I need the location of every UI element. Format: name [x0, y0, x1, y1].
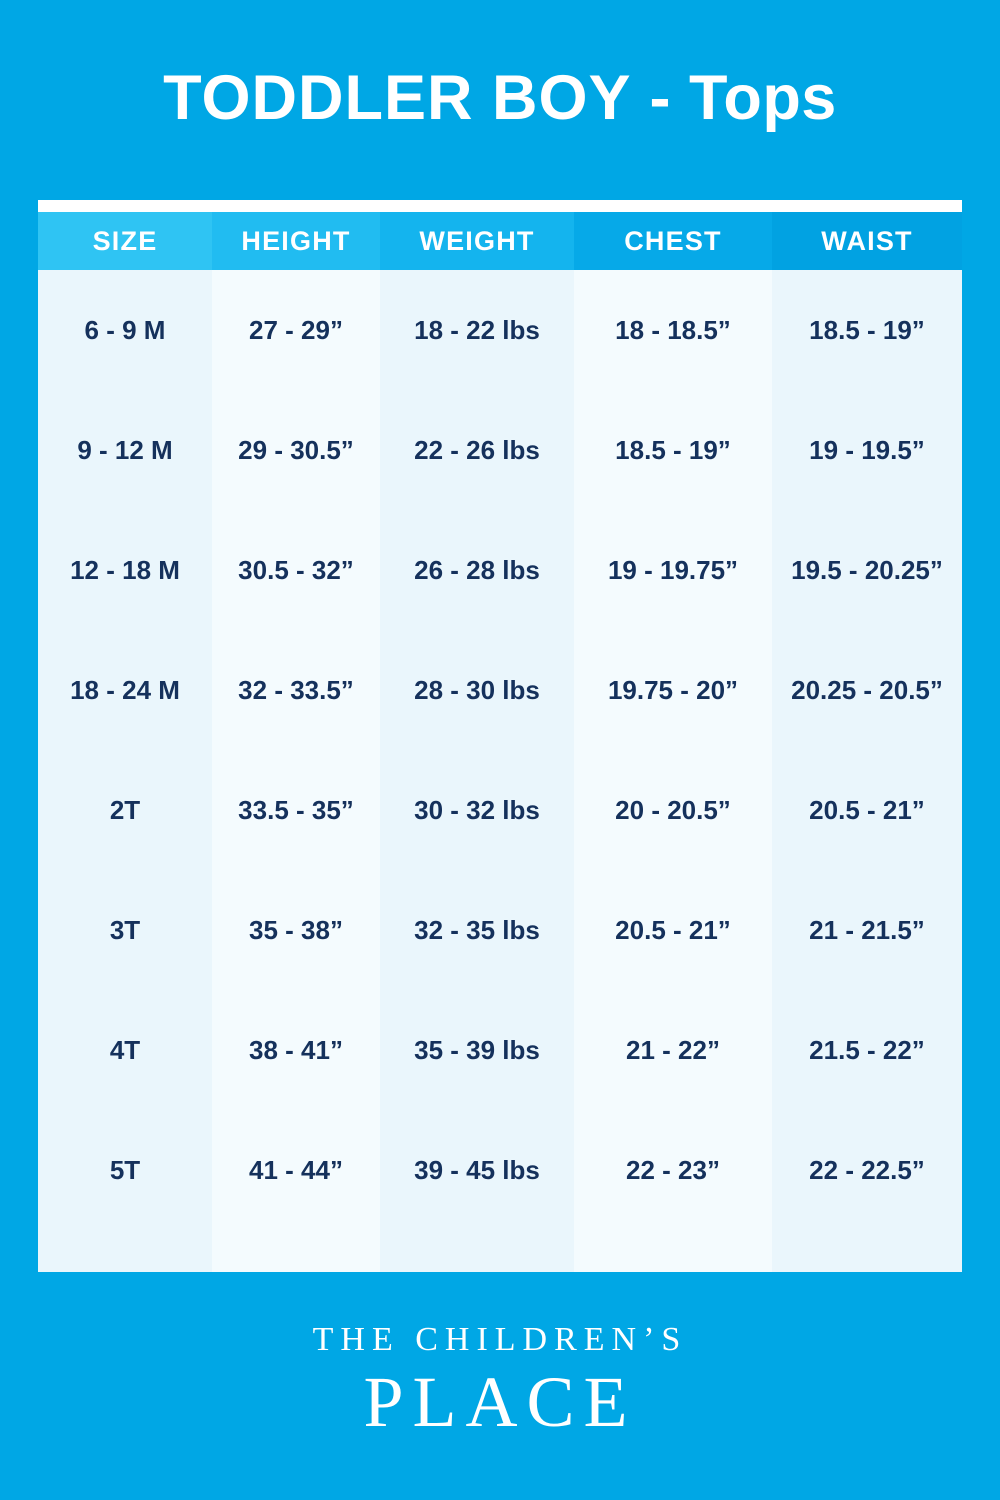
band-size: [38, 1230, 212, 1272]
band-weight: [380, 1230, 574, 1272]
cell-weight: 26 - 28 lbs: [380, 510, 574, 630]
cell-chest: 18 - 18.5”: [574, 270, 772, 390]
cell-waist: 20.25 - 20.5”: [772, 630, 962, 750]
table-bottom-bands: [38, 1230, 962, 1272]
size-chart-table: [38, 212, 962, 1230]
title-category: TODDLER BOY: [163, 63, 632, 133]
cell-weight: 32 - 35 lbs: [380, 870, 574, 990]
cell-weight: 39 - 45 lbs: [380, 1110, 574, 1230]
cell-size: 5T: [38, 1110, 212, 1230]
cell-size: 9 - 12 M: [38, 390, 212, 510]
table-row: [38, 510, 962, 630]
table-row: [38, 630, 962, 750]
column-header-waist: WAIST: [772, 212, 962, 270]
cell-waist: 19 - 19.5”: [772, 390, 962, 510]
cell-weight: 22 - 26 lbs: [380, 390, 574, 510]
cell-weight: 35 - 39 lbs: [380, 990, 574, 1110]
cell-size: 18 - 24 M: [38, 630, 212, 750]
band-waist: [772, 1230, 962, 1272]
cell-waist: 20.5 - 21”: [772, 750, 962, 870]
size-chart-table-container: [38, 200, 962, 1272]
table-row: [38, 270, 962, 390]
column-header-size: SIZE: [38, 212, 212, 270]
cell-chest: 19 - 19.75”: [574, 510, 772, 630]
table-top-gutter: [38, 200, 962, 212]
cell-waist: 21 - 21.5”: [772, 870, 962, 990]
table-header-row: [38, 212, 962, 270]
cell-waist: 18.5 - 19”: [772, 270, 962, 390]
cell-chest: 22 - 23”: [574, 1110, 772, 1230]
cell-chest: 18.5 - 19”: [574, 390, 772, 510]
column-header-height: HEIGHT: [212, 212, 380, 270]
cell-height: 33.5 - 35”: [212, 750, 380, 870]
cell-size: 3T: [38, 870, 212, 990]
logo-line-place: PLACE: [363, 1362, 637, 1442]
band-height: [212, 1230, 380, 1272]
table-body: [38, 270, 962, 1230]
cell-chest: 20.5 - 21”: [574, 870, 772, 990]
cell-size: 12 - 18 M: [38, 510, 212, 630]
table-row: [38, 390, 962, 510]
table-row: [38, 750, 962, 870]
column-header-weight: WEIGHT: [380, 212, 574, 270]
cell-height: 27 - 29”: [212, 270, 380, 390]
cell-weight: 18 - 22 lbs: [380, 270, 574, 390]
page-title: [0, 62, 1000, 134]
table-header: [38, 212, 962, 270]
title-garment: Tops: [689, 63, 837, 133]
logo-line-the-childrens: THE CHILDREN’S: [312, 1321, 688, 1358]
cell-height: 38 - 41”: [212, 990, 380, 1110]
title-separator: -: [631, 63, 690, 133]
table-row: [38, 990, 962, 1110]
cell-size: 2T: [38, 750, 212, 870]
cell-waist: 22 - 22.5”: [772, 1110, 962, 1230]
cell-height: 41 - 44”: [212, 1110, 380, 1230]
cell-height: 30.5 - 32”: [212, 510, 380, 630]
cell-size: 4T: [38, 990, 212, 1110]
cell-chest: 19.75 - 20”: [574, 630, 772, 750]
band-chest: [574, 1230, 772, 1272]
cell-waist: 21.5 - 22”: [772, 990, 962, 1110]
cell-weight: 30 - 32 lbs: [380, 750, 574, 870]
cell-height: 32 - 33.5”: [212, 630, 380, 750]
cell-height: 29 - 30.5”: [212, 390, 380, 510]
cell-weight: 28 - 30 lbs: [380, 630, 574, 750]
page-title-text: [0, 62, 1000, 134]
cell-height: 35 - 38”: [212, 870, 380, 990]
cell-size: 6 - 9 M: [38, 270, 212, 390]
cell-waist: 19.5 - 20.25”: [772, 510, 962, 630]
column-header-chest: CHEST: [574, 212, 772, 270]
table-row: [38, 1110, 962, 1230]
cell-chest: 21 - 22”: [574, 990, 772, 1110]
table-row: [38, 870, 962, 990]
brand-logo: [0, 1320, 1000, 1442]
cell-chest: 20 - 20.5”: [574, 750, 772, 870]
